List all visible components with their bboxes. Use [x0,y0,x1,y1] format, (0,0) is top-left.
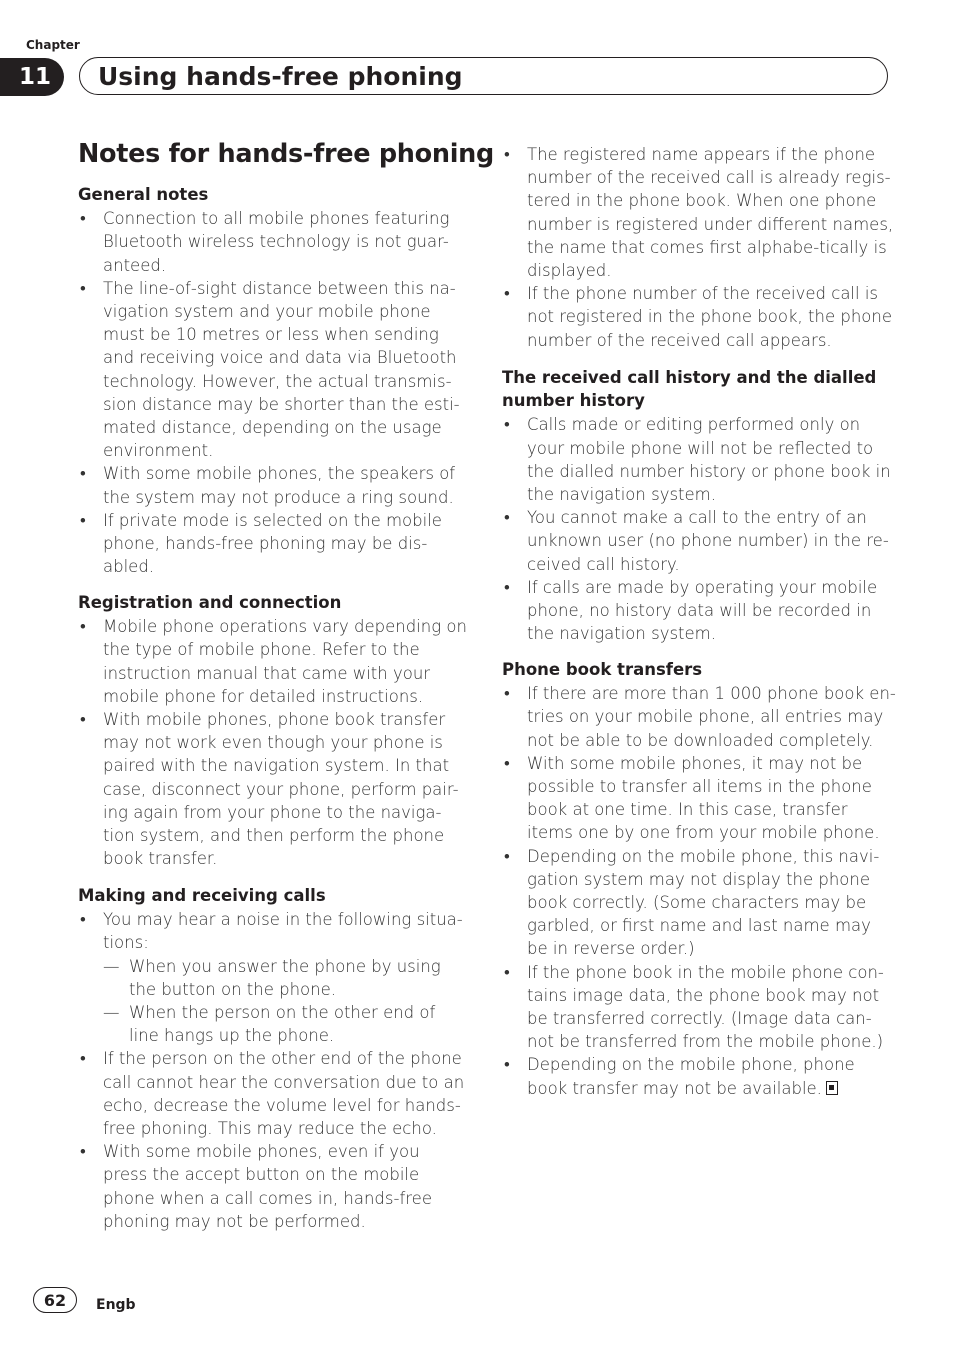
section-heading: Making and receiving calls [78,886,326,905]
list-item: • With mobile phones, phone book transfer may not work even though your phone is paired with the navigation system. In that case, disconnect your phone, perform pair-ing again from your phone to the naviga-tion system, and then perform the phone book transfer. [78,708,468,870]
list-item: • The line-of-sight distance between this na-vigation system and your mobile phone must be 10 metres or less when sending and receiving voice and data via Bluetooth technology. However, the actual transmis-sion distance may be shorter than the esti-mated distance, depending on the usage environment. [78,277,468,463]
list-item: • If private mode is selected on the mobile phone, hands-free phoning may be dis-abled. [78,509,468,579]
language-code: Engb [96,1297,136,1313]
list-item: • With some mobile phones, the speakers of the system may not produce a ring sound. [78,462,468,508]
list-item: • The registered name appears if the phone number of the received call is already regis-tered in the phone book. When one phone number is registered under different names, the name that comes first alphabe-tically is displayed. [502,143,896,282]
list-item-text: Depending on the mobile phone, phone book transfer may not be available. [527,1055,855,1098]
chapter-number-badge: 11 [0,58,64,96]
list-item: • If the phone book in the mobile phone con-tains image data, the phone book may not be transferred correctly. (Image data can-not be transferred from the mobile phone.) [502,961,896,1054]
list-item [78,908,468,1047]
section-heading: General notes [78,185,209,204]
list-item: • Connection to all mobile phones featuring Bluetooth wireless technology is not guar-anteed. [78,207,468,277]
section-call-history [502,366,896,645]
section-calls [78,884,468,1233]
chapter-title: Using hands-free phoning [98,62,463,91]
list-item: • If the person on the other end of the phone call cannot hear the conversation due to an echo, decrease the volume level for hands-free phoning. This may reduce the echo. [78,1047,468,1140]
page-title: Notes for hands-free phoning [78,139,494,169]
list-item: • If calls are made by operating your mobile phone, no history data will be recorded in the navigation system. [502,576,896,646]
chapter-label: Chapter [26,38,80,52]
section-general-notes [78,183,468,578]
section-heading: Registration and connection [78,593,342,612]
list-item: • Depending on the mobile phone, this navi-gation system may not display the phone book correctly. (Some characters may be garbled, or first name and last name may be in reverse order.) [502,845,896,961]
page-number: 62 [33,1287,77,1313]
section-phone-book [502,658,896,1100]
end-of-section-icon [826,1081,838,1095]
list-item: • You cannot make a call to the entry of an unknown user (no phone number) in the re-ceived call history. [502,506,896,576]
list-item: • If the phone number of the received call is not registered in the phone book, the phone number of the received call appears. [502,282,896,352]
section-heading: The received call history and the dialled number history [502,368,877,411]
dash-item: — When the person on the other end of line hangs up the phone. [103,1001,468,1047]
list-item: • Mobile phone operations vary depending on the type of mobile phone. Refer to the instruction manual that came with your mobile phone for detailed instructions. [78,615,468,708]
list-item-text: You may hear a noise in the following situa-tions: [103,910,463,953]
list-item: • With some mobile phones, it may not be possible to transfer all items in the phone book at one time. In this case, transfer items one by one from your mobile phone. [502,752,896,845]
list-item: • If there are more than 1 000 phone book en-tries on your mobile phone, all entries may not be able to be downloaded completely. [502,682,896,752]
list-item: • Calls made or editing performed only on your mobile phone will not be reflected to the dialled number history or phone book in the navigation system. [502,413,896,506]
section-registration [78,591,468,870]
list-item [502,1053,896,1099]
dash-item: — When you answer the phone by using the button on the phone. [103,955,468,1001]
section-continued [502,143,896,352]
section-heading: Phone book transfers [502,660,703,679]
list-item: • With some mobile phones, even if you press the accept button on the mobile phone when a call comes in, hands-free phoning may not be performed. [78,1140,468,1233]
